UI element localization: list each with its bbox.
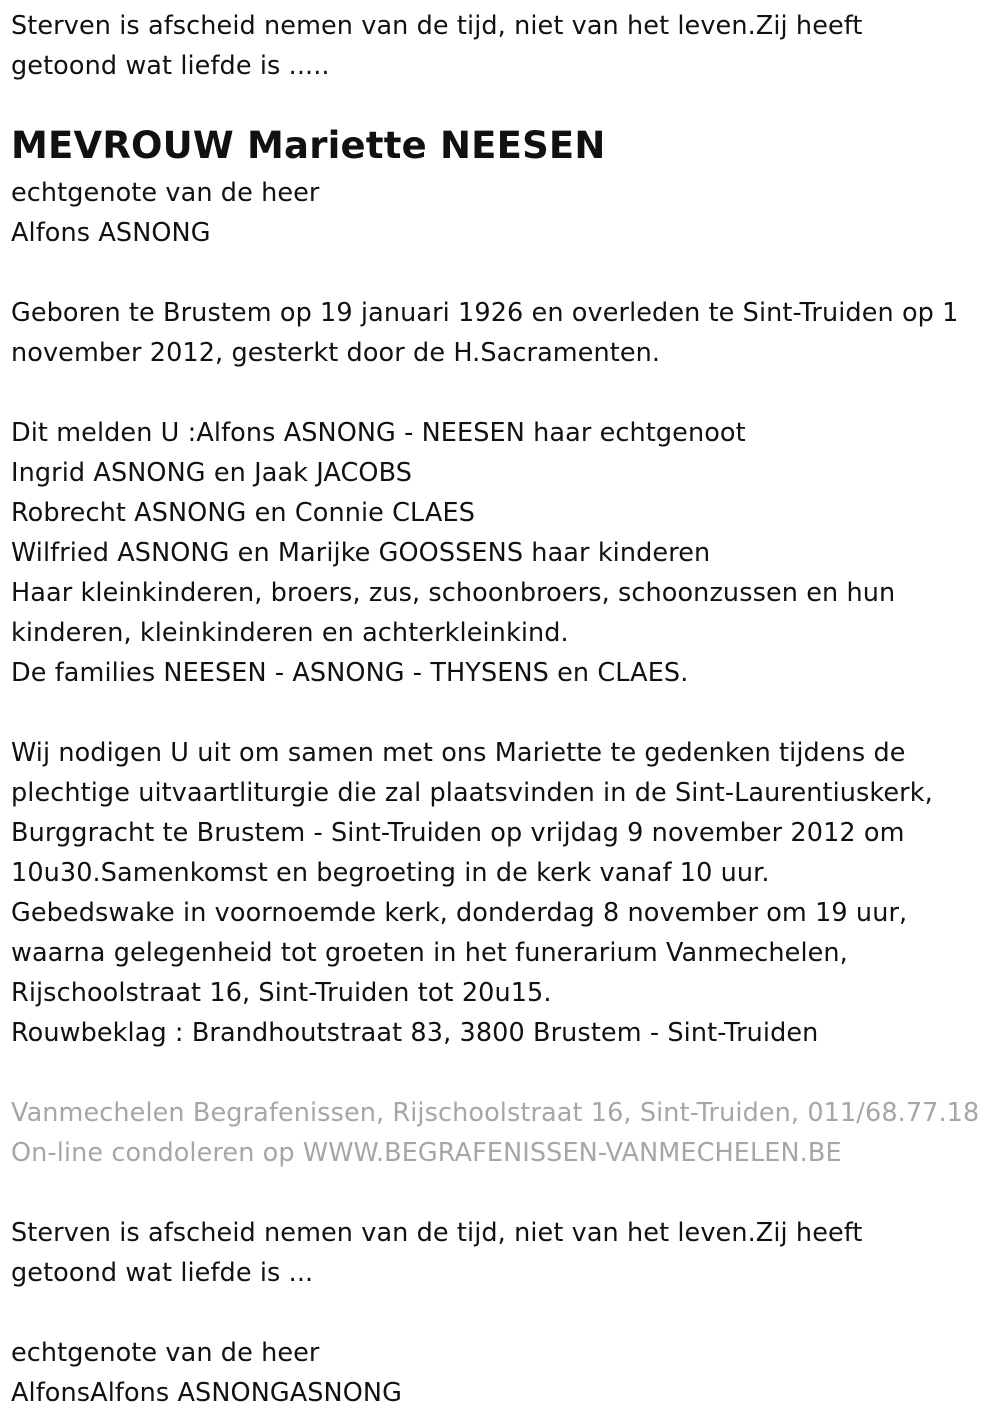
bottom-spouse-line-1: echtgenote van de heer <box>11 1338 320 1368</box>
announcer-line: Robrecht ASNONG en Connie CLAES <box>11 498 475 528</box>
announcer-line: Ingrid ASNONG en Jaak JACOBS <box>11 458 413 488</box>
invitation-line: waarna gelegenheid tot groeten in het funerarium Vanmechelen, <box>11 938 848 968</box>
bottom-spouse-line-2: AlfonsAlfons ASNONGASNONG <box>11 1378 402 1408</box>
spouse-line-1: echtgenote van de heer <box>11 178 320 208</box>
top-quote-line-2: getoond wat liefde is ..... <box>11 51 330 81</box>
announcer-line: Dit melden U :Alfons ASNONG - NEESEN haar echtgenoot <box>11 418 746 448</box>
invitation-line: Rouwbeklag : Brandhoutstraat 83, 3800 Brustem - Sint-Truiden <box>11 1018 819 1048</box>
announcer-line: kinderen, kleinkinderen en achterkleinkind. <box>11 618 569 648</box>
top-quote-line-1: Sterven is afscheid nemen van de tijd, niet van het leven.Zij heeft <box>11 11 863 41</box>
announcer-line: Wilfried ASNONG en Marijke GOOSSENS haar kinderen <box>11 538 711 568</box>
bottom-quote-line-1: Sterven is afscheid nemen van de tijd, niet van het leven.Zij heeft <box>11 1218 863 1248</box>
announcer-line: Haar kleinkinderen, broers, zus, schoonbroers, schoonzussen en hun <box>11 578 896 608</box>
deceased-name-title: MEVROUW Mariette NEESEN <box>11 124 606 167</box>
spouse-line-2: Alfons ASNONG <box>11 218 211 248</box>
invitation-line: plechtige uitvaartliturgie die zal plaatsvinden in de Sint-Laurentiuskerk, <box>11 778 933 808</box>
invitation-line: 10u30.Samenkomst en begroeting in de kerk vanaf 10 uur. <box>11 858 770 888</box>
birth-death-line-1: Geboren te Brustem op 19 januari 1926 en overleden te Sint-Truiden op 1 <box>11 298 959 328</box>
announcer-line: De families NEESEN - ASNONG - THYSENS en CLAES. <box>11 658 689 688</box>
invitation-line: Wij nodigen U uit om samen met ons Mariette te gedenken tijdens de <box>11 738 906 768</box>
bottom-quote-line-2: getoond wat liefde is ... <box>11 1258 314 1288</box>
birth-death-line-2: november 2012, gesterkt door de H.Sacramenten. <box>11 338 661 368</box>
invitation-line: Rijschoolstraat 16, Sint-Truiden tot 20u15. <box>11 978 552 1008</box>
invitation-line: Gebedswake in voornoemde kerk, donderdag 8 november om 19 uur, <box>11 898 908 928</box>
invitation-line: Burggracht te Brustem - Sint-Truiden op vrijdag 9 november 2012 om <box>11 818 905 848</box>
funeral-home-line-1: Vanmechelen Begrafenissen, Rijschoolstraat 16, Sint-Truiden, 011/68.77.18 <box>11 1098 980 1128</box>
funeral-home-line-2: On-line condoleren op WWW.BEGRAFENISSEN-VANMECHELEN.BE <box>11 1138 842 1168</box>
